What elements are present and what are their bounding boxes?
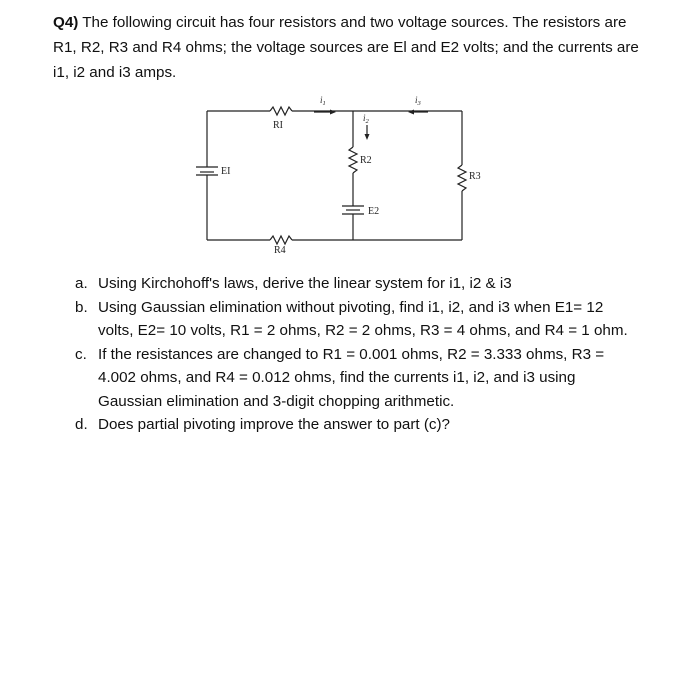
i1-label: $i_1$ bbox=[320, 95, 326, 107]
e2-label: E2 bbox=[368, 206, 380, 217]
e1-battery-symbol bbox=[196, 167, 218, 175]
e1-label: EI bbox=[221, 166, 231, 177]
r3-label: R3 bbox=[469, 171, 481, 182]
sub-question-list bbox=[75, 272, 635, 437]
r2-label: R2 bbox=[360, 155, 372, 166]
sub-question-text: If the resistances are changed to R1 = 0.001 ohms, R2 = 3.333 ohms, R3 = 4.002 ohms, and R4 = 0.012 ohms, find the currents i1, i2, and i3 using Gaussian elimination and 3-digit chopping arithmetic. bbox=[98, 345, 605, 410]
sub-question-text: Using Kirchohoff's laws, derive the linear system for i1, i2 & i3 bbox=[98, 275, 512, 292]
sub-question-marker: a. bbox=[75, 275, 88, 292]
question-text: The following circuit has four resistors and two voltage sources. The resistors are R1, R2, R3 and R4 ohms; the voltage sources are El and E2 volts; and the currents are i1, i2 and i3 amps. bbox=[53, 14, 639, 81]
sub-question-a bbox=[75, 272, 635, 296]
question-label: Q4) bbox=[53, 14, 79, 31]
sub-question-text: Using Gaussian elimination without pivoting, find i1, i2, and i3 when E1= 12 volts, E2= 10 volts, R1 = 2 ohms, R2 = 2 ohms, R3 = 4 ohms, and R4 = 1 ohm. bbox=[98, 298, 628, 339]
current-arrows bbox=[314, 110, 428, 141]
circuit-diagram bbox=[190, 90, 490, 260]
sub-question-text: Does partial pivoting improve the answer to part (c)? bbox=[98, 416, 451, 433]
r1-label: RI bbox=[273, 120, 283, 131]
circuit-wires bbox=[207, 107, 466, 244]
sub-question-marker: b. bbox=[75, 298, 88, 316]
sub-question-b bbox=[75, 296, 635, 343]
i3-label: $i_3$ bbox=[415, 95, 421, 107]
i2-label: $i_2$ bbox=[363, 113, 369, 125]
e2-battery-symbol bbox=[342, 206, 364, 214]
sub-question-marker: c. bbox=[75, 345, 87, 363]
r4-label: R4 bbox=[274, 245, 286, 256]
circuit-svg bbox=[190, 90, 490, 260]
sub-question-c bbox=[75, 343, 635, 414]
sub-question-d bbox=[75, 413, 635, 437]
question-statement bbox=[53, 10, 653, 85]
sub-question-marker: d. bbox=[75, 416, 88, 433]
